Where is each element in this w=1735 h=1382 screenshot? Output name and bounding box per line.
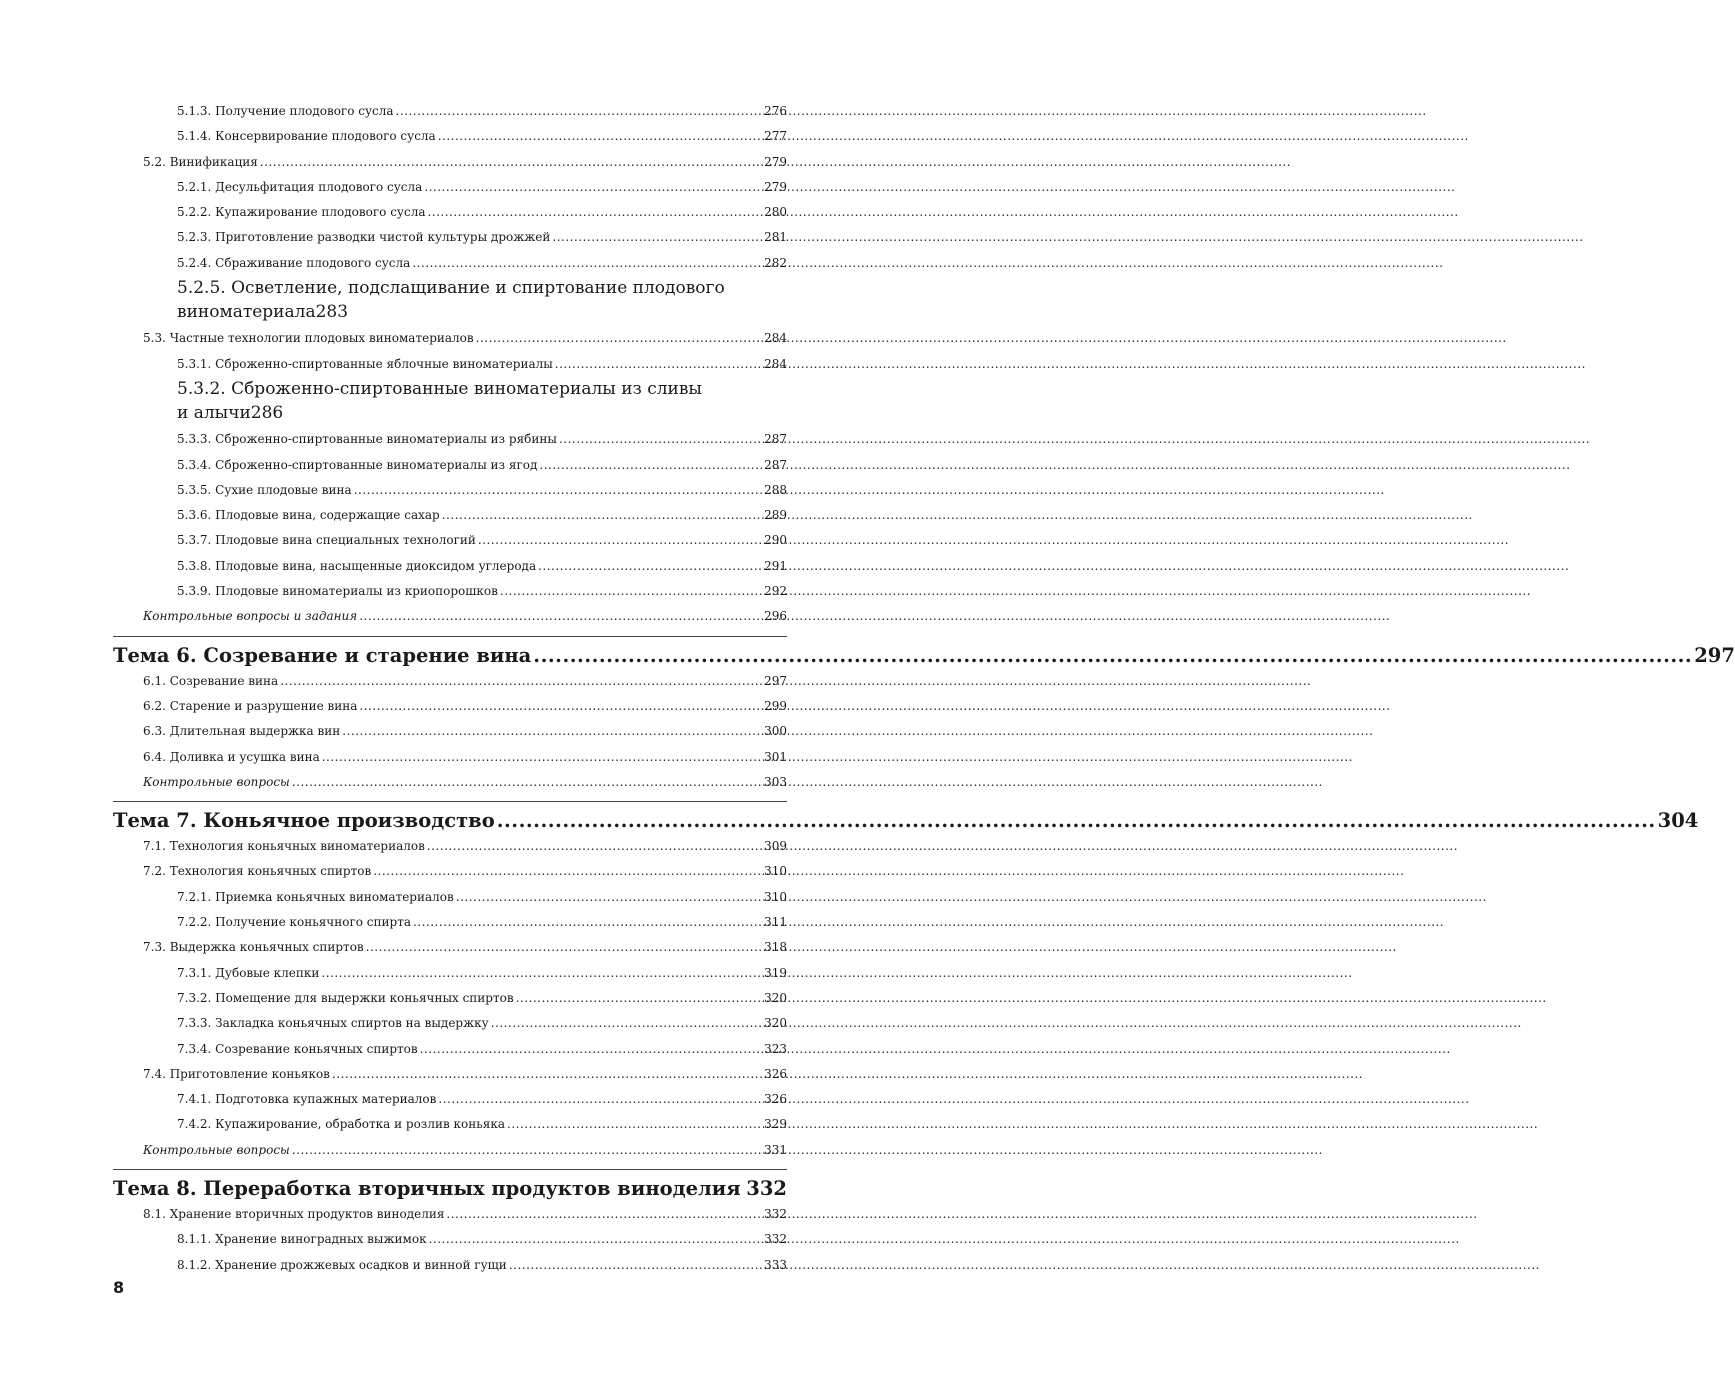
toc-entry-page: 320	[764, 1016, 787, 1031]
toc-entry-title-continued: виноматериала	[177, 302, 316, 323]
toc-entry-page: 297	[764, 673, 787, 688]
toc-entry[interactable]	[113, 251, 787, 276]
toc-entry-page: 277	[764, 129, 787, 144]
toc-review-questions[interactable]	[113, 770, 787, 795]
toc-entry[interactable]	[113, 150, 787, 175]
toc-entry-page: 319	[764, 965, 787, 980]
toc-entry-title: 7.3.2. Помещение для выдержки коньячных спиртов	[177, 990, 514, 1005]
toc-leader-dots	[559, 427, 762, 452]
toc-leader-dots	[743, 1176, 745, 1202]
toc-entry-title: 7.4.2. Купажирование, обработка и розлив коньяка	[177, 1117, 506, 1132]
toc-entry-page: 288	[764, 482, 787, 497]
toc-entry[interactable]	[113, 352, 787, 377]
toc-entry-title: 5.3. Частные технологии плодовых виноматериалов	[143, 331, 474, 346]
toc-leader-dots	[427, 200, 762, 225]
toc-leader-dots	[366, 935, 762, 960]
toc-entry-title: 5.2.2. Купажирование плодового сусла	[177, 205, 426, 220]
toc-entry-page: 323	[764, 1041, 787, 1056]
toc-entry[interactable]	[113, 503, 787, 528]
toc-topic-heading[interactable]	[113, 636, 1735, 669]
toc-entry-title: 6.3. Длительная выдержка вин	[143, 724, 341, 739]
toc-entry-title: 5.3.9. Плодовые виноматериалы из криопорошков	[177, 584, 498, 599]
toc-entry-title: 8.1.1. Хранение виноградных выжимок	[177, 1232, 427, 1247]
toc-topic-title: Тема 6. Созревание и старение вина	[113, 643, 532, 667]
toc-entry-title: Контрольные вопросы	[143, 1142, 290, 1157]
toc-entry[interactable]	[113, 834, 787, 859]
toc-entry-page: 276	[764, 104, 787, 118]
toc-entry-title: 7.3.3. Закладка коньячных спиртов на выдержку	[177, 1016, 489, 1031]
toc-leader-dots	[533, 643, 1692, 669]
toc-entry-page: 279	[764, 154, 787, 169]
toc-entry[interactable]	[113, 377, 787, 424]
toc-leader-dots	[396, 99, 763, 124]
toc-leader-dots	[332, 1062, 762, 1087]
toc-entry-title: 5.2.3. Приготовление разводки чистой культуры дрожжей	[177, 230, 551, 245]
toc-entry[interactable]	[113, 961, 787, 986]
toc-entry-title: 8.1.2. Хранение дрожжевых осадков и винной гущи	[177, 1257, 507, 1272]
toc-entry[interactable]	[113, 453, 787, 478]
toc-entry-page: 280	[764, 205, 787, 220]
toc-leader-dots	[509, 1253, 762, 1278]
table-of-contents	[113, 99, 1735, 1278]
toc-entry[interactable]	[113, 478, 787, 503]
toc-entry-title: 5.3.6. Плодовые вина, содержащие сахар	[177, 508, 440, 523]
toc-entry[interactable]	[113, 745, 787, 770]
toc-entry[interactable]	[113, 528, 787, 553]
toc-entry[interactable]	[113, 1037, 787, 1062]
toc-entry-title: 7.3. Выдержка коньячных спиртов	[143, 940, 364, 955]
toc-entry-page: 326	[764, 1092, 787, 1107]
toc-entry-title: 7.2.2. Получение коньячного спирта	[177, 915, 411, 930]
toc-entry-page: 310	[764, 889, 787, 904]
toc-leader-dots	[429, 1227, 763, 1252]
toc-leader-dots	[359, 694, 762, 719]
toc-entry-page: 303	[764, 774, 787, 789]
toc-entry[interactable]	[113, 986, 787, 1011]
toc-leader-dots	[442, 503, 762, 528]
toc-entry-title: 5.3.2. Сброженно-спиртованные виноматериалы из сливы	[177, 378, 702, 399]
toc-entry[interactable]	[113, 719, 787, 744]
toc-entry-title: 6.4. Доливка и усушка вина	[143, 749, 320, 764]
toc-leader-dots	[538, 554, 762, 579]
toc-leader-dots	[321, 961, 762, 986]
toc-entry-title: 7.4.1. Подготовка купажных материалов	[177, 1092, 437, 1107]
toc-leader-dots	[555, 352, 762, 377]
toc-entry[interactable]	[113, 1202, 787, 1227]
toc-leader-dots	[438, 124, 762, 149]
toc-entry[interactable]	[113, 1227, 787, 1252]
toc-leader-dots	[354, 478, 762, 503]
toc-topic-page: 332	[746, 1176, 787, 1200]
toc-entry[interactable]	[113, 669, 787, 694]
toc-entry-title: 5.1.4. Консервирование плодового сусла	[177, 129, 436, 144]
toc-entry-page: 331	[764, 1142, 787, 1157]
toc-entry-title: 7.1. Технология коньячных виноматериалов	[143, 839, 425, 854]
toc-topic-page: 304	[1657, 809, 1699, 833]
toc-entry-title: 5.1.3. Получение плодового сусла	[177, 104, 394, 118]
toc-entry[interactable]	[113, 427, 787, 452]
toc-entry-page: 286	[250, 403, 284, 424]
toc-leader-dots	[552, 225, 762, 250]
toc-entry-page: 329	[764, 1117, 787, 1132]
toc-entry-title: 5.3.5. Сухие плодовые вина	[177, 482, 352, 497]
toc-entry-title: 7.3.4. Созревание коньячных спиртов	[177, 1041, 418, 1056]
toc-leader-dots	[446, 1202, 762, 1227]
toc-entry-title: 6.1. Созревание вина	[143, 673, 279, 688]
toc-entry-page: 299	[764, 698, 787, 713]
toc-entry-page: 309	[764, 839, 787, 854]
toc-leader-dots	[497, 808, 1656, 834]
toc-entry-title: 5.3.4. Сброженно-спиртованные виноматериалы из ягод	[177, 457, 538, 472]
toc-topic-title: Тема 7. Коньячное производство	[113, 809, 495, 833]
toc-leader-dots	[438, 1087, 762, 1112]
toc-entry-title: Контрольные вопросы и задания	[143, 609, 358, 624]
toc-leader-dots	[292, 1138, 762, 1163]
toc-entry[interactable]	[113, 1062, 787, 1087]
toc-topic-title: Тема 8. Переработка вторичных продуктов виноделия	[113, 1176, 741, 1200]
toc-leader-dots	[516, 986, 763, 1011]
toc-entry-page: 290	[764, 533, 787, 548]
toc-leader-dots	[359, 604, 762, 629]
toc-entry-title: 8.1. Хранение вторичных продуктов виноделия	[143, 1206, 445, 1221]
toc-entry[interactable]	[113, 1011, 787, 1036]
toc-review-questions[interactable]	[113, 604, 787, 629]
toc-entry[interactable]	[113, 225, 787, 250]
toc-leader-dots	[280, 669, 762, 694]
toc-entry-page: 326	[764, 1066, 787, 1081]
page-number: 8	[113, 1278, 125, 1297]
toc-entry-page: 292	[764, 584, 787, 599]
toc-entry-page: 283	[315, 302, 349, 323]
toc-leader-dots	[456, 885, 762, 910]
toc-entry-page: 332	[764, 1206, 787, 1221]
toc-entry[interactable]	[113, 124, 787, 149]
toc-entry[interactable]	[113, 1087, 787, 1112]
toc-leader-dots	[500, 579, 762, 604]
toc-entry-page: 320	[764, 990, 787, 1005]
toc-entry-page: 279	[764, 179, 787, 194]
toc-entry[interactable]	[113, 694, 787, 719]
toc-entry-page: 287	[764, 432, 787, 447]
toc-entry[interactable]	[113, 326, 787, 351]
toc-leader-dots	[292, 770, 762, 795]
toc-entry-title: 5.3.3. Сброженно-спиртованные виноматериалы из рябины	[177, 432, 557, 447]
toc-leader-dots	[427, 834, 762, 859]
toc-entry-title: 7.2.1. Приемка коньячных виноматериалов	[177, 889, 454, 904]
toc-leader-dots	[420, 1037, 762, 1062]
toc-review-questions[interactable]	[113, 1138, 787, 1163]
toc-entry-page: 300	[764, 724, 787, 739]
toc-entry-title: 6.2. Старение и разрушение вина	[143, 698, 358, 713]
toc-entry[interactable]	[113, 885, 787, 910]
toc-entry-page: 332	[764, 1232, 787, 1247]
toc-entry[interactable]	[113, 200, 787, 225]
toc-topic-heading[interactable]	[113, 801, 1699, 834]
toc-entry-page: 333	[764, 1257, 787, 1272]
toc-entry-title: 5.3.1. Сброженно-спиртованные яблочные виноматериалы	[177, 356, 553, 371]
toc-entry-page: 282	[764, 255, 787, 270]
toc-topic-heading[interactable]	[113, 1169, 787, 1202]
toc-entry-title: 7.4. Приготовление коньяков	[143, 1066, 330, 1081]
toc-entry-page: 287	[764, 457, 787, 472]
toc-entry[interactable]	[113, 276, 787, 323]
toc-entry-title: 7.2. Технология коньячных спиртов	[143, 864, 372, 879]
toc-entry-title: 5.2. Винификация	[143, 154, 258, 169]
toc-entry[interactable]	[113, 99, 787, 124]
toc-entry[interactable]	[113, 1253, 787, 1278]
toc-entry-page: 301	[764, 749, 787, 764]
toc-entry-page: 310	[764, 864, 787, 879]
toc-entry-page: 318	[764, 940, 787, 955]
toc-entry-title: 5.2.1. Десульфитация плодового сусла	[177, 179, 423, 194]
toc-entry-page: 281	[764, 230, 787, 245]
toc-leader-dots	[424, 175, 762, 200]
toc-entry-title: 7.3.1. Дубовые клепки	[177, 965, 320, 980]
toc-leader-dots	[260, 150, 762, 175]
toc-entry[interactable]	[113, 175, 787, 200]
toc-entry-title: 5.2.4. Сбраживание плодового сусла	[177, 255, 411, 270]
toc-entry-page: 284	[764, 356, 787, 371]
toc-entry-page: 311	[764, 915, 787, 930]
toc-leader-dots	[476, 326, 762, 351]
toc-entry[interactable]	[113, 579, 787, 604]
toc-leader-dots	[342, 719, 762, 744]
toc-entry-title: 5.3.8. Плодовые вина, насыщенные диоксидом углерода	[177, 558, 537, 573]
toc-entry-title: Контрольные вопросы	[143, 774, 290, 789]
toc-entry-page: 289	[764, 508, 787, 523]
toc-entry-continuation	[177, 402, 787, 424]
toc-entry[interactable]	[113, 1112, 787, 1137]
toc-entry[interactable]	[113, 935, 787, 960]
toc-leader-dots	[507, 1112, 762, 1137]
toc-entry[interactable]	[113, 910, 787, 935]
toc-entry-title: 5.2.5. Осветление, подслащивание и спиртование плодового	[177, 278, 725, 299]
toc-entry-title-continued: и алычи	[177, 403, 251, 424]
toc-entry-title: 5.3.7. Плодовые вина специальных технологий	[177, 533, 476, 548]
toc-entry-page: 284	[764, 331, 787, 346]
toc-leader-dots	[412, 251, 762, 276]
toc-topic-page: 297	[1694, 643, 1735, 667]
toc-entry-continuation	[177, 301, 787, 323]
toc-leader-dots	[373, 859, 762, 884]
toc-leader-dots	[478, 528, 762, 553]
toc-leader-dots	[491, 1011, 762, 1036]
toc-entry[interactable]	[113, 859, 787, 884]
toc-leader-dots	[322, 745, 762, 770]
toc-entry[interactable]	[113, 554, 787, 579]
toc-entry-page: 296	[764, 609, 787, 624]
toc-entry-page: 291	[764, 558, 787, 573]
toc-leader-dots	[539, 453, 762, 478]
toc-leader-dots	[413, 910, 762, 935]
